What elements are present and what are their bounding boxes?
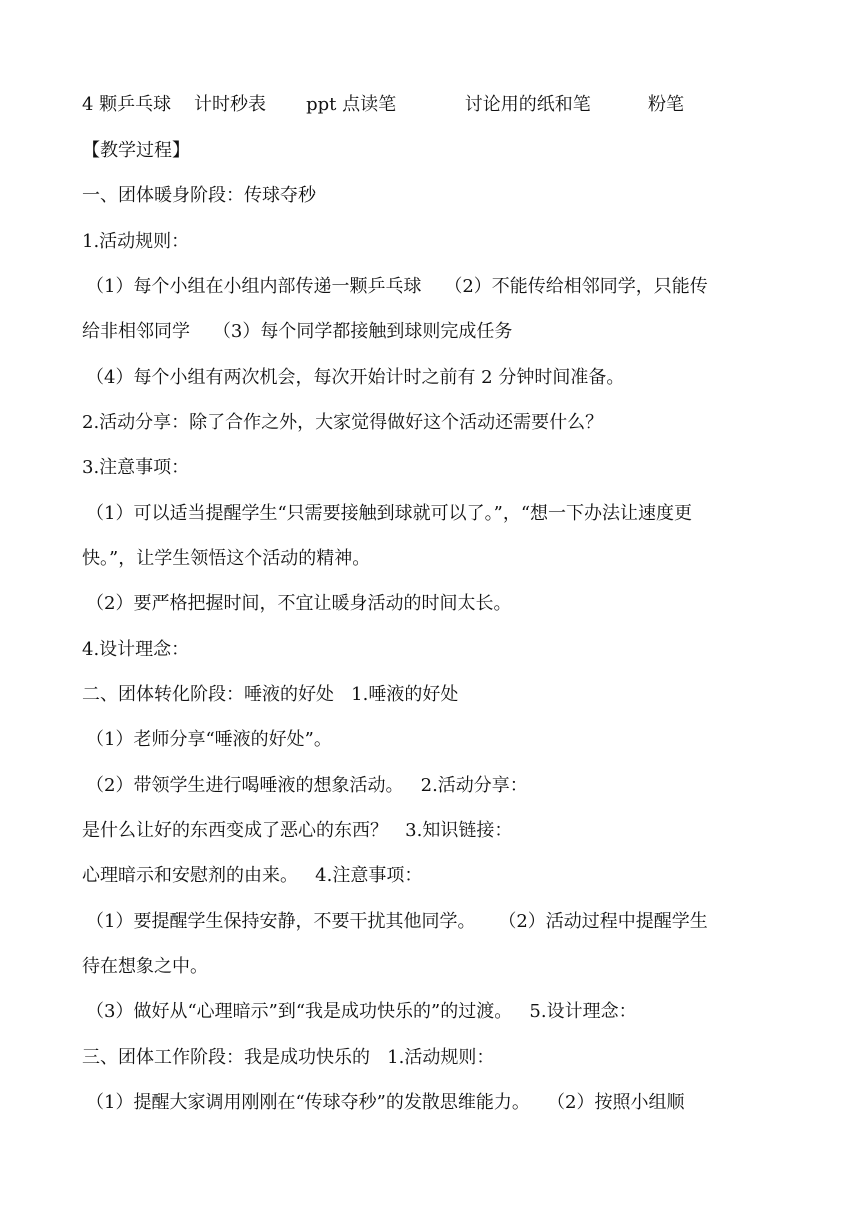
paragraph-line: 心理暗示和安慰剂的由来。 4.注意事项： xyxy=(82,865,423,886)
paragraph-line: 3.注意事项： xyxy=(82,457,190,478)
paragraph-line: 一、团体暖身阶段：传球夺秒 xyxy=(82,185,316,206)
paragraph-line: （1）要提醒学生保持安静，不要干扰其他同学。 （2）活动过程中提醒学生 xyxy=(86,911,708,932)
paragraph-line: （3）做好从“心理暗示”到“我是成功快乐的”的过渡。 5.设计理念： xyxy=(86,1001,637,1022)
paragraph-line: 三、团体工作阶段：我是成功快乐的 1.活动规则： xyxy=(82,1047,495,1068)
paragraph-line: 二、团体转化阶段：唾液的好处 1.唾液的好处 xyxy=(82,684,459,705)
paragraph-line: 2.活动分享：除了合作之外，大家觉得做好这个活动还需要什么？ xyxy=(82,412,604,433)
paragraph-line: 给非相邻同学 （3）每个同学都接触到球则完成任务 xyxy=(82,321,513,342)
paragraph-line: 是什么让好的东西变成了恶心的东西？ 3.知识链接： xyxy=(82,820,513,841)
paragraph-line: （2）要严格把握时间，不宜让暖身活动的时间太长。 xyxy=(86,593,512,614)
section-header: 【教学过程】 xyxy=(82,140,190,161)
paragraph-line: 4.设计理念： xyxy=(82,639,190,660)
materials-line: 4 颗乒乓球 计时秒表 ppt 点读笔 讨论用的纸和笔 粉笔 xyxy=(82,94,684,115)
paragraph-line: （1）可以适当提醒学生“只需要接触到球就可以了。”，“想一下办法让速度更 xyxy=(86,503,693,524)
paragraph-line: （4）每个小组有两次机会，每次开始计时之前有 2 分钟时间准备。 xyxy=(86,367,625,388)
paragraph-line: 1.活动规则： xyxy=(82,231,190,252)
paragraph-line: （1）每个小组在小组内部传递一颗乒乓球 （2）不能传给相邻同学，只能传 xyxy=(86,276,708,297)
paragraph-line: 待在想象之中。 xyxy=(82,956,208,977)
paragraph-line: （1）提醒大家调用刚刚在“传球夺秒”的发散思维能力。 （2）按照小组顺 xyxy=(86,1092,685,1113)
paragraph-line: 快。”，让学生领悟这个活动的精神。 xyxy=(82,548,371,569)
paragraph-line: （1）老师分享“唾液的好处”。 xyxy=(86,729,332,750)
paragraph-line: （2）带领学生进行喝唾液的想象活动。 2.活动分享： xyxy=(86,775,528,796)
